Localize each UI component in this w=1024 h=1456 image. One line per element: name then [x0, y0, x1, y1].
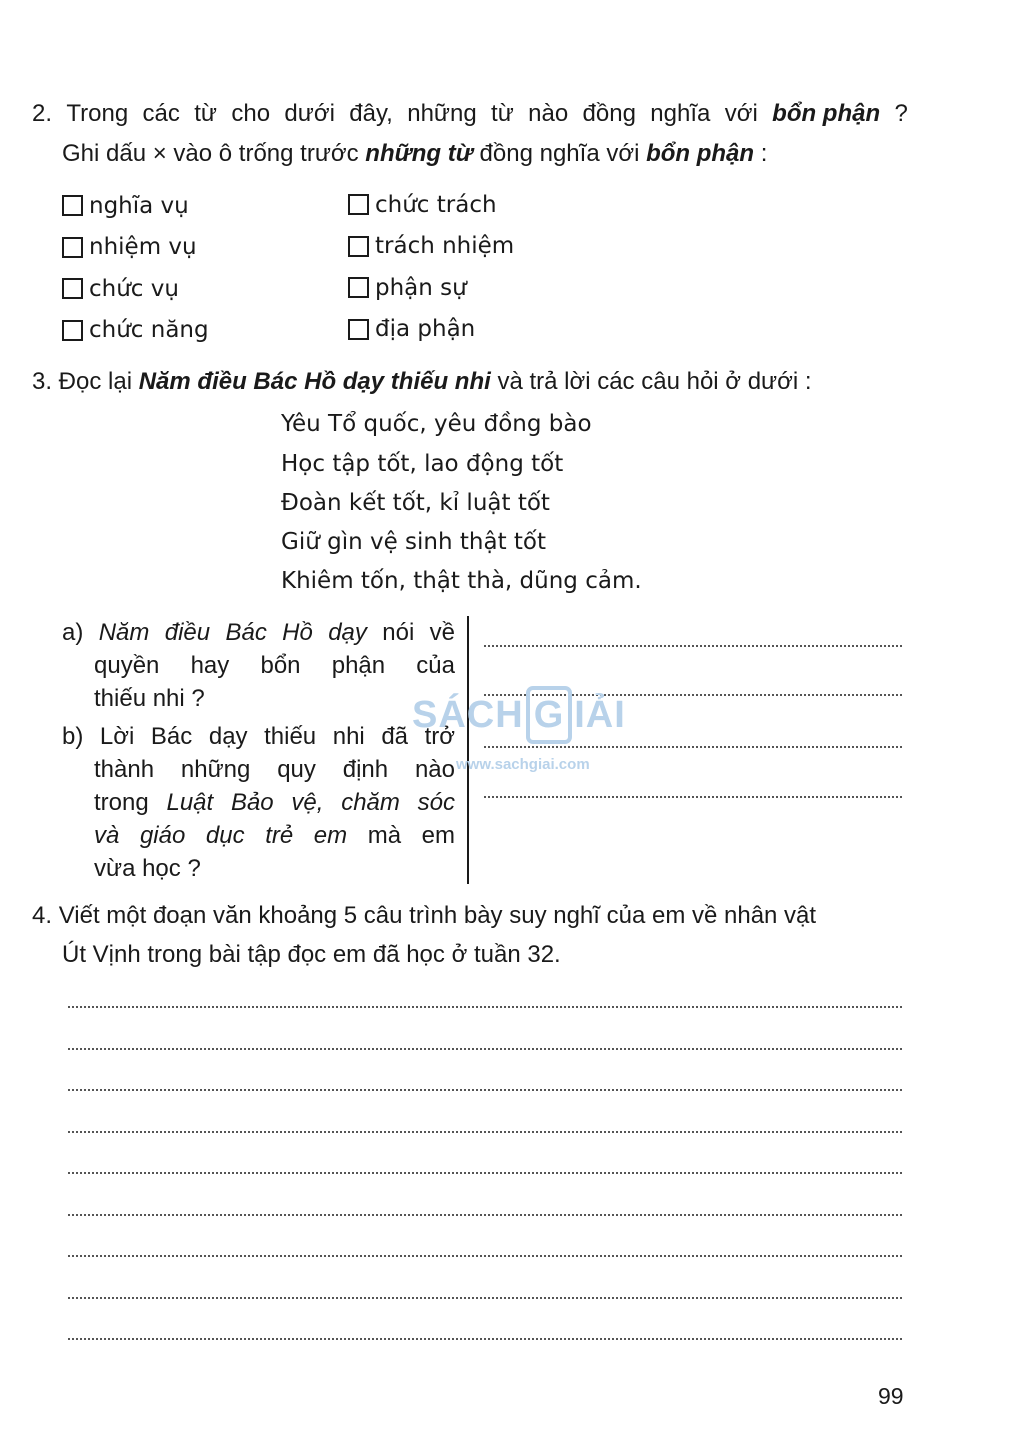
q2-word: dưới — [284, 100, 335, 127]
checkbox[interactable] — [62, 320, 83, 341]
q2-word: đồng — [582, 100, 636, 127]
checkbox-option[interactable] — [348, 309, 514, 351]
q3a-question: a) Năm điều Bác Hồ dạy nói về quyền hay bổn phận của thiếu nhi ? — [62, 619, 455, 712]
poem-line: Đoàn kết tốt, kỉ luật tốt — [281, 490, 550, 516]
answer-line[interactable] — [68, 1338, 902, 1340]
checkbox[interactable] — [348, 194, 369, 215]
answer-line[interactable] — [68, 1006, 902, 1008]
q2-question-mark: ? — [894, 100, 908, 127]
checkbox-label: chức vụ — [89, 275, 179, 302]
checkbox-option[interactable] — [348, 184, 514, 226]
page-number: 99 — [878, 1383, 904, 1409]
checkbox[interactable] — [348, 319, 369, 340]
checkbox-label: chức năng — [89, 317, 209, 344]
answer-line[interactable] — [68, 1089, 902, 1091]
q2-word: đây, — [349, 100, 393, 127]
checkbox-label: nghĩa vụ — [89, 192, 189, 219]
answer-line[interactable] — [484, 645, 902, 647]
checkbox-label: địa phận — [375, 316, 476, 343]
answer-line[interactable] — [68, 1297, 902, 1299]
question-number: 2. — [32, 100, 53, 127]
q2-word: từ — [491, 100, 514, 127]
answer-line[interactable] — [484, 796, 902, 798]
checkbox[interactable] — [62, 237, 83, 258]
checkbox-option[interactable] — [62, 268, 209, 310]
poem-line: Khiêm tốn, thật thà, dũng cảm. — [281, 568, 642, 594]
checkbox-label: chức trách — [375, 191, 497, 218]
q2-word: các — [142, 100, 180, 127]
answer-line[interactable] — [68, 1131, 902, 1133]
answer-line[interactable] — [68, 1048, 902, 1050]
checkbox[interactable] — [62, 278, 83, 299]
q2-options-left — [62, 185, 209, 351]
q2-word: những — [407, 100, 477, 127]
checkbox-option[interactable] — [62, 310, 209, 352]
q4-line-2: Út Vịnh trong bài tập đọc em đã học ở tuần 32. — [62, 941, 561, 968]
answer-line[interactable] — [484, 746, 902, 748]
checkbox-option[interactable] — [62, 185, 209, 227]
checkbox-label: trách nhiệm — [375, 233, 515, 260]
q2-word: từ — [194, 100, 217, 127]
watermark-url: www.sachgiai.com — [456, 756, 590, 773]
poem-line: Học tập tốt, lao động tốt — [281, 451, 564, 477]
answer-divider — [467, 616, 469, 884]
q2-line-1 — [32, 99, 908, 129]
checkbox[interactable] — [62, 195, 83, 216]
poem-line: Giữ gìn vệ sinh thật tốt — [281, 529, 547, 555]
q2-word: với — [724, 100, 758, 127]
q4-line-1: 4. Viết một đoạn văn khoảng 5 câu trình bày suy nghĩ của em về nhân vật — [32, 902, 817, 929]
watermark-logo: SÁCH G IẢI — [412, 686, 626, 744]
answer-line[interactable] — [68, 1214, 902, 1216]
q2-word: nào — [528, 100, 569, 127]
checkbox-option[interactable] — [62, 227, 209, 269]
checkbox-label: nhiệm vụ — [89, 234, 197, 261]
poem-line: Yêu Tổ quốc, yêu đồng bào — [281, 411, 592, 437]
checkbox-option[interactable] — [348, 226, 514, 268]
checkbox[interactable] — [348, 236, 369, 257]
q2-line-2: Ghi dấu × vào ô trống trước những từ đồng nghĩa với bổn phận : — [62, 140, 768, 167]
answer-line[interactable] — [68, 1255, 902, 1257]
q2-keyword: bổn phận — [772, 100, 881, 127]
checkbox-label: phận sự — [375, 274, 467, 301]
q2-options-right — [348, 184, 514, 350]
checkbox[interactable] — [348, 277, 369, 298]
q2-word: Trong — [66, 100, 129, 127]
answer-line[interactable] — [68, 1172, 902, 1174]
q3-intro: 3. Đọc lại Năm điều Bác Hồ dạy thiếu nhi và trả lời các câu hỏi ở dưới : — [32, 368, 812, 395]
q2-word: cho — [231, 100, 271, 127]
q3b-question: b) Lời Bác dạy thiếu nhi đã trở thành những quy định nào trong Luật Bảo vệ, chăm sóc và giáo dục trẻ em mà em vừa học ? — [62, 723, 455, 882]
checkbox-option[interactable] — [348, 267, 514, 309]
q2-word: nghĩa — [650, 100, 711, 127]
